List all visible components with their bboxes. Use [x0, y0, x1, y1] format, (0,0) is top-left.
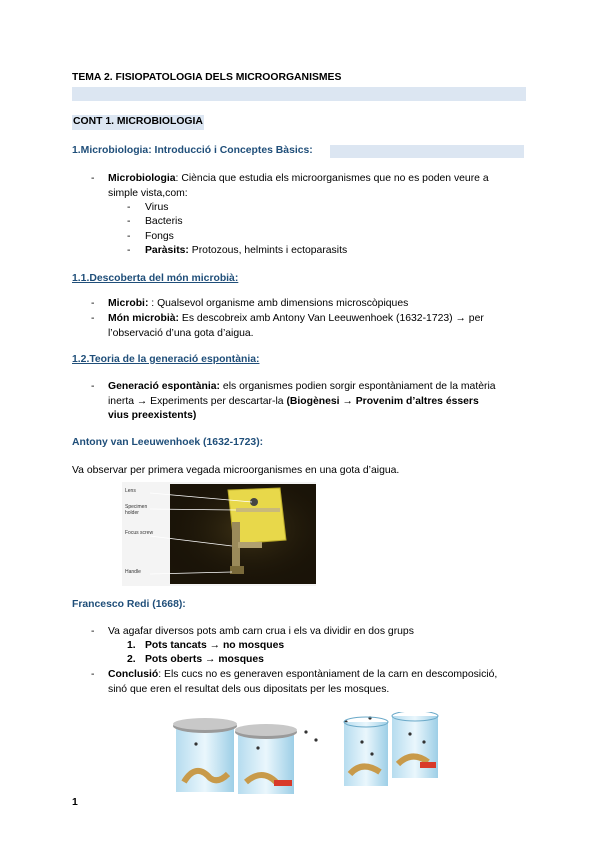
section12-heading: 1.2.Teoria de la generació espontània:	[72, 354, 260, 365]
numbered-num: 2.	[127, 654, 136, 665]
term-microbi: Microbi:	[108, 298, 149, 309]
list-dash: -	[91, 381, 95, 392]
mon-microbia-text: Es descobreix amb Antony Van Leeuwenhoek (1632-1723) → per	[179, 313, 484, 324]
label-specimen-holder: Specimen holder	[125, 504, 148, 516]
section1-shade	[330, 145, 524, 158]
def-line2: simple vista,com:	[108, 187, 188, 199]
sublist-dash: -	[127, 245, 131, 256]
parasits-text: Protozous, helmints i ectoparasits	[188, 245, 348, 256]
sublist-item: Bacteris	[145, 216, 183, 227]
term-parasits: Paràsits:	[145, 245, 189, 256]
term-conclusio: Conclusió	[108, 669, 159, 680]
list-dash: -	[91, 669, 95, 680]
microbi-text: : Qualsevol organisme amb dimensions microscòpiques	[148, 298, 409, 309]
redi-heading: Francesco Redi (1668):	[72, 599, 186, 610]
conclusio-line2: sinó que eren el resultat dels ous dipositats per les mosques.	[108, 683, 390, 695]
generacio-line3-bold: vius preexistents)	[108, 410, 197, 421]
mon-microbia-line2: l’observació d’una gota d’aigua.	[108, 327, 254, 339]
term-mon-microbia: Món microbià:	[108, 313, 180, 324]
list-item-pots: Va agafar diversos pots amb carn crua i els va dividir en dos grups	[108, 626, 414, 637]
cont-heading: CONT 1. MICROBIOLOGIA	[72, 115, 204, 130]
list-dash: -	[91, 298, 95, 309]
list-dash: -	[91, 313, 95, 324]
microscope-figure	[122, 482, 316, 586]
page-number: 1	[72, 797, 78, 808]
list-item-generacio-espontania	[108, 380, 533, 424]
sublist-item: Fongs	[145, 231, 174, 242]
sublist-dash: -	[127, 231, 131, 242]
antony-text: Va observar per primera vegada microorganismes en una gota d’aigua.	[72, 465, 400, 476]
section1-heading: 1.Microbiologia: Introducció i Conceptes Bàsics:	[72, 145, 313, 156]
sublist-dash: -	[127, 216, 131, 227]
sublist-item-parasits	[145, 244, 347, 259]
generacio-line2-plain: inerta → Experiments per descartar-la	[108, 395, 287, 407]
conclusio-line1: : Els cucs no es generaven espontàniament de la carn en descomposició,	[158, 669, 498, 680]
list-item-microbi	[108, 297, 408, 312]
label-handle: Handle	[125, 569, 141, 575]
sublist-item: Virus	[145, 202, 169, 213]
list-dash: -	[91, 626, 95, 637]
def-line1: : Ciència que estudia els microorganismes que no es poden veure a	[175, 173, 489, 184]
generacio-line1: els organismes podien sorgir espontàniament de la matèria	[220, 381, 496, 392]
document-title: TEMA 2. FISIOPATOLOGIA DELS MICROORGANISMES	[72, 72, 342, 83]
numbered-num: 1.	[127, 640, 136, 651]
section11-heading: 1.1.Descoberta del món microbià:	[72, 273, 239, 284]
term-generacio: Generació espontània:	[108, 381, 221, 392]
antony-heading: Antony van Leeuwenhoek (1632-1723):	[72, 437, 264, 448]
label-focus-screw: Focus screw	[125, 530, 154, 536]
redi-jars-figure	[166, 712, 452, 796]
list-item-microbiologia	[108, 172, 528, 201]
generacio-line2-bold: (Biogènesi → Provenim d’altres éssers	[286, 395, 479, 407]
list-dash: -	[91, 173, 95, 184]
term-microbiologia: Microbiologia	[108, 173, 176, 184]
sublist-dash: -	[127, 202, 131, 213]
list-item-conclusio	[108, 668, 533, 697]
title-shade-bar	[72, 87, 526, 101]
list-item-mon-microbia	[108, 312, 528, 341]
numbered-item-oberts: Pots oberts → mosques	[145, 654, 264, 665]
numbered-item-tancats: Pots tancats → no mosques	[145, 640, 285, 651]
label-lens: Lens	[125, 488, 136, 494]
